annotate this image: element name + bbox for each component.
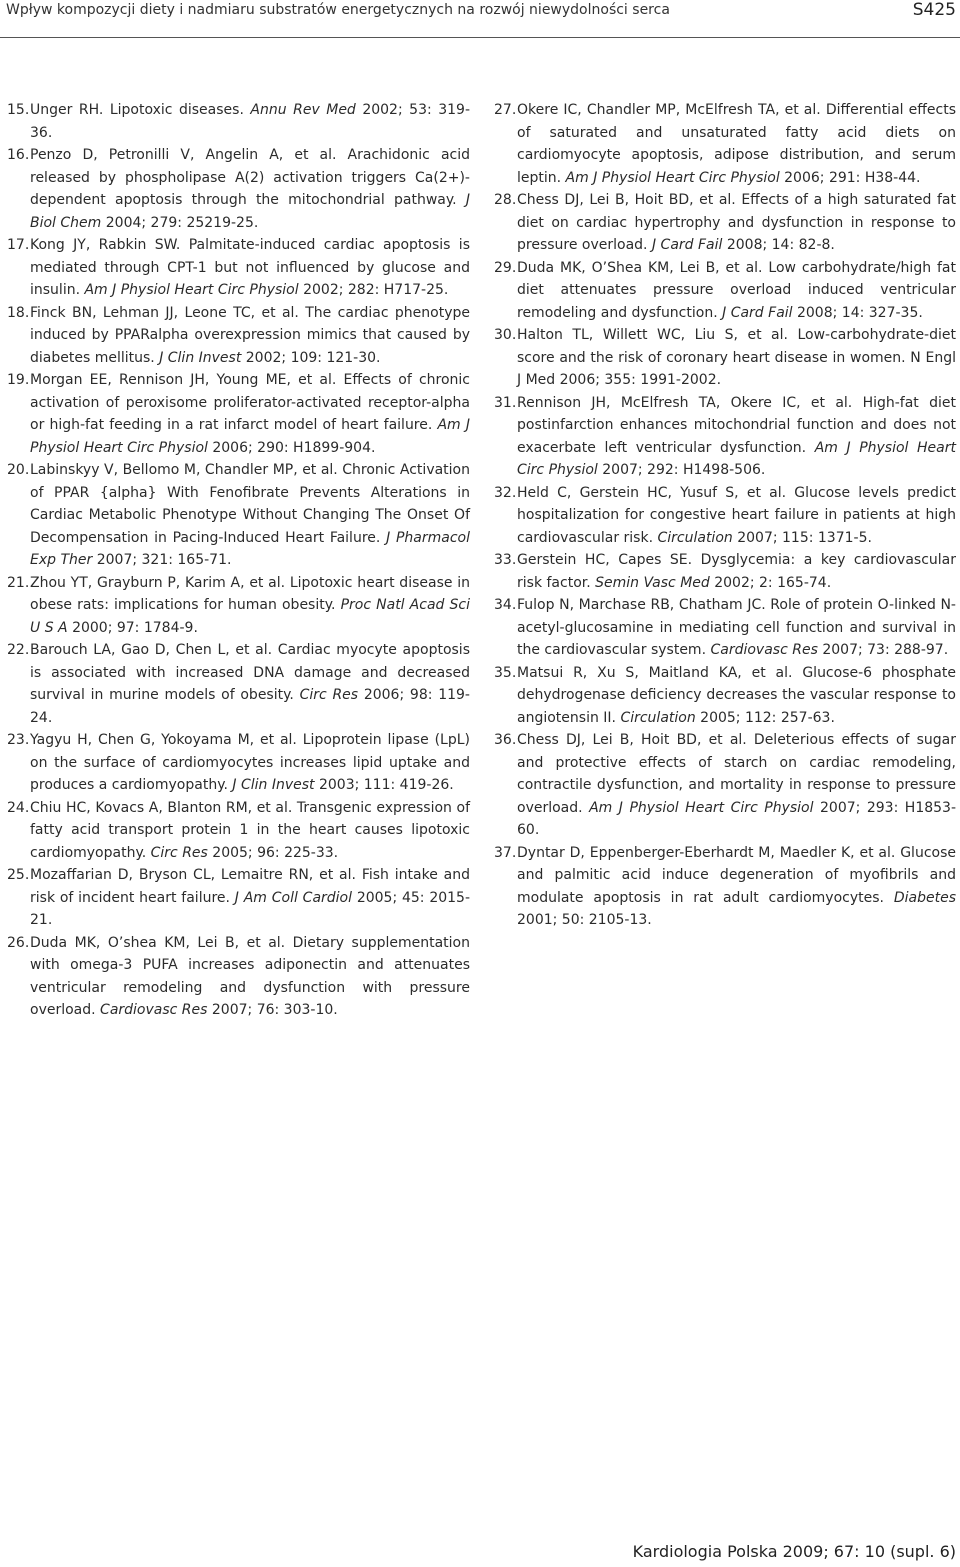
reference-item — [494, 392, 956, 482]
reference-text — [517, 732, 956, 838]
reference-text — [517, 597, 956, 658]
reference-authors-title: Labinskyy V, Bellomo M, Chandler MP, et al. Chronic Activation of PPAR {alpha} With Fenofibrate Prevents Alterations in Cardiac Metabolic Phenotype Without Changing The Onset Of Decompensation in Pacing-Induced Heart Failure. — [30, 462, 470, 546]
reference-journal: J Card Fail — [651, 237, 723, 253]
reference-number: 28. — [494, 192, 517, 208]
reference-volume-pages: 2005; 45: 2015-21. — [30, 889, 470, 928]
reference-number: 23. — [7, 732, 30, 748]
reference-authors-title: Chess DJ, Lei B, Hoit BD, et al. Deleterious effects of sugar and protective effects of starch on cardiac remodeling, contractile dysfunction, and mortality in response to pressure overload. — [517, 732, 956, 816]
reference-item — [7, 729, 470, 797]
reference-volume-pages: 2002; 53: 319-36. — [30, 102, 470, 141]
reference-item — [494, 842, 956, 932]
reference-volume-pages: 2006; 291: H38-44. — [779, 169, 921, 186]
reference-number: 30. — [494, 327, 517, 343]
reference-journal: Diabetes — [893, 889, 956, 906]
reference-authors-title: Yagyu H, Chen G, Yokoyama M, et al. Lipoprotein lipase (LpL) on the surface of cardiomyocytes increases lipid uptake and produces a cardiomyopathy. — [30, 732, 470, 793]
reference-text — [517, 395, 956, 479]
reference-text — [30, 867, 470, 928]
reference-item — [7, 369, 470, 459]
reference-text — [30, 935, 470, 1019]
page-number: S425 — [912, 0, 956, 20]
reference-item — [7, 639, 470, 729]
reference-item — [7, 572, 470, 640]
reference-number: 27. — [494, 102, 517, 118]
reference-number: 15. — [7, 102, 30, 118]
reference-item — [7, 99, 470, 144]
reference-item — [494, 482, 956, 550]
reference-journal: Cardiovasc Res — [710, 642, 818, 658]
reference-item — [7, 864, 470, 932]
reference-journal: Am J Physiol Heart Circ Physiol — [565, 169, 780, 186]
journal-citation-footer: Kardiologia Polska 2009; 67: 10 (supl. 6) — [632, 1542, 956, 1561]
reference-volume-pages: 2005; 112: 257-63. — [695, 709, 835, 726]
reference-authors-title: Okere IC, Chandler MP, McElfresh TA, et al. Differential effects of saturated and unsaturated fatty acid diets on cardiomyocyte apoptosis, adipose distribution, and serum leptin. — [517, 102, 956, 186]
reference-text — [517, 552, 956, 591]
reference-volume-pages: 2000; 97: 1784-9. — [67, 619, 198, 636]
reference-authors-title: Penzo D, Petronilli V, Angelin A, et al. Arachidonic acid released by phospholipase A(2) activation triggers Ca(2+)-dependent apoptosis through the mitochondrial pathway. — [30, 147, 470, 208]
reference-number: 22. — [7, 642, 30, 658]
reference-journal: J Pharmacol Exp Ther — [30, 529, 470, 568]
reference-authors-title: Zhou YT, Grayburn P, Karim A, et al. Lipotoxic heart disease in obese rats: implications for human obesity. — [30, 574, 470, 613]
reference-text — [30, 732, 470, 793]
reference-item — [494, 549, 956, 594]
reference-text — [30, 102, 470, 141]
reference-journal: Cardiovasc Res — [100, 1002, 208, 1018]
reference-volume-pages: 2007; 321: 165-71. — [92, 552, 232, 568]
reference-number: 25. — [7, 867, 30, 883]
reference-text — [517, 485, 956, 546]
reference-text — [30, 575, 470, 636]
reference-journal: Circulation — [620, 709, 696, 726]
reference-authors-title: Finck BN, Lehman JJ, Leone TC, et al. The cardiac phenotype induced by PPARalpha overexpression mimics that caused by diabetes mellitus. — [30, 304, 470, 366]
reference-item — [7, 459, 470, 572]
reference-authors-title: Mozaffarian D, Bryson CL, Lemaitre RN, et al. Fish intake and risk of incident heart failure. — [30, 867, 470, 906]
reference-authors-title: Duda MK, O’Shea KM, Lei B, et al. Low carbohydrate/high fat diet attenuates pressure overload induced ventricular remodeling and dysfunction. — [517, 259, 956, 321]
reference-journal: J Biol Chem — [30, 192, 470, 231]
reference-volume-pages: 2007; 73: 288-97. — [817, 642, 949, 658]
reference-journal: Semin Vasc Med — [595, 574, 710, 591]
reference-authors-title: Duda MK, O’shea KM, Lei B, et al. Dietary supplementation with omega-3 PUFA increases adiponectin and attenuates ventricular remodeling and dysfunction with pressure overload. — [30, 934, 470, 1018]
reference-volume-pages: 2002; 282: H717-25. — [298, 282, 449, 298]
reference-authors-title: Dyntar D, Eppenberger-Eberhardt M, Maedler K, et al. Glucose and palmitic acid induce degeneration of myofibrils and modulate apoptosis in rat adult cardiomyocytes. — [517, 844, 956, 906]
reference-text — [30, 800, 470, 861]
reference-item — [494, 662, 956, 730]
reference-item — [7, 302, 470, 370]
reference-authors-title: Chess DJ, Lei B, Hoit BD, et al. Effects of a high saturated fat diet on cardiac hypertrophy and dysfunction in response to pressure overload. — [517, 192, 956, 253]
reference-item — [494, 729, 956, 842]
reference-text — [517, 260, 956, 321]
reference-item — [7, 932, 470, 1022]
reference-journal: J Am Coll Cardiol — [234, 889, 353, 906]
reference-text — [517, 192, 956, 253]
reference-number: 20. — [7, 462, 30, 478]
reference-number: 33. — [494, 552, 517, 568]
reference-journal: Circ Res — [150, 844, 208, 861]
reference-volume-pages: 2007; 115: 1371-5. — [732, 529, 872, 546]
reference-volume-pages: 2008; 14: 82-8. — [722, 237, 835, 253]
reference-journal: Proc Natl Acad Sci U S A — [30, 597, 470, 636]
reference-text — [517, 665, 956, 726]
reference-journal: Circulation — [657, 529, 733, 546]
reference-item — [494, 99, 956, 189]
reference-number: 16. — [7, 147, 30, 163]
reference-journal: J Clin Invest — [159, 349, 242, 366]
reference-volume-pages: 2007; 76: 303-10. — [207, 1002, 338, 1018]
reference-item — [494, 189, 956, 257]
reference-text — [30, 462, 470, 568]
reference-number: 17. — [7, 237, 30, 253]
reference-authors-title: Halton TL, Willett WC, Liu S, et al. Low-carbohydrate-diet score and the risk of coronary heart disease in women. N Engl J Med 2006; 355: 1991-2002. — [517, 327, 956, 388]
reference-text — [517, 845, 956, 929]
reference-volume-pages: 2006; 290: H1899-904. — [207, 439, 376, 456]
reference-text — [30, 237, 470, 298]
reference-item — [494, 257, 956, 325]
reference-item — [494, 594, 956, 662]
reference-item — [7, 234, 470, 302]
reference-number: 34. — [494, 597, 517, 613]
reference-number: 18. — [7, 304, 30, 321]
reference-journal: Circ Res — [299, 687, 359, 703]
reference-authors-title: Gerstein HC, Capes SE. Dysglycemia: a key cardiovascular risk factor. — [517, 552, 956, 591]
reference-volume-pages: 2005; 96: 225-33. — [207, 844, 339, 861]
reference-volume-pages: 2008; 14: 327-35. — [792, 304, 923, 321]
reference-number: 36. — [494, 732, 517, 748]
reference-item — [7, 144, 470, 234]
reference-volume-pages: 2006; 98: 119-24. — [30, 687, 470, 726]
reference-volume-pages: 2003; 111: 419-26. — [314, 777, 454, 793]
reference-number: 19. — [7, 372, 30, 388]
reference-journal: J Card Fail — [722, 304, 793, 321]
reference-number: 37. — [494, 844, 517, 861]
reference-text — [30, 642, 470, 726]
references-left-column — [7, 99, 470, 1022]
reference-authors-title: Held C, Gerstein HC, Yusuf S, et al. Glucose levels predict hospitalization for congestive heart failure in patients at high cardiovascular risk. — [517, 484, 956, 546]
running-header — [0, 0, 960, 40]
reference-number: 32. — [494, 484, 517, 501]
reference-journal: Annu Rev Med — [250, 102, 356, 118]
reference-text — [30, 372, 470, 456]
reference-volume-pages: 2001; 50: 2105-13. — [517, 912, 652, 928]
header-divider — [0, 37, 960, 38]
reference-volume-pages: 2004; 279: 25219-25. — [101, 214, 259, 231]
reference-journal: Am J Physiol Heart Circ Physiol — [30, 417, 470, 456]
reference-journal: Am J Physiol Heart Circ Physiol — [84, 282, 299, 298]
reference-volume-pages: 2002; 109: 121-30. — [241, 349, 381, 366]
reference-journal: Am J Physiol Heart Circ Physiol — [589, 799, 814, 816]
reference-number: 24. — [7, 799, 30, 816]
reference-authors-title: Matsui R, Xu S, Maitland KA, et al. Glucose-6 phosphate dehydrogenase deficiency decreases the vascular response to angiotensin II. — [517, 664, 956, 726]
reference-authors-title: Chiu HC, Kovacs A, Blanton RM, et al. Transgenic expression of fatty acid transport protein 1 in the heart causes lipotoxic cardiomyopathy. — [30, 799, 470, 861]
reference-volume-pages: 2007; 293: H1853-60. — [517, 799, 957, 838]
reference-text — [30, 147, 470, 231]
reference-journal: Am J Physiol Heart Circ Physiol — [517, 439, 956, 478]
reference-text — [30, 305, 470, 366]
reference-authors-title: Morgan EE, Rennison JH, Young ME, et al. Effects of chronic activation of peroxisome proliferator-activated receptor-alpha or high-fat feeding in a rat infarct model of heart failure. — [30, 372, 470, 433]
reference-text — [517, 102, 956, 186]
reference-volume-pages: 2002; 2: 165-74. — [709, 574, 832, 591]
reference-number: 35. — [494, 664, 517, 681]
reference-journal: J Clin Invest — [232, 777, 315, 793]
references-right-column — [494, 99, 956, 932]
reference-number: 26. — [7, 934, 30, 951]
reference-authors-title: Unger RH. Lipotoxic diseases. — [30, 102, 251, 118]
reference-number: 21. — [7, 574, 30, 591]
reference-item — [494, 324, 956, 392]
reference-number: 29. — [494, 259, 517, 276]
reference-item — [7, 797, 470, 865]
reference-authors-title: Kong JY, Rabkin SW. Palmitate-induced cardiac apoptosis is mediated through CPT-1 but not influenced by glucose and insulin. — [30, 237, 470, 298]
reference-volume-pages: 2007; 292: H1498-506. — [597, 462, 766, 478]
reference-number: 31. — [494, 394, 517, 411]
reference-text — [517, 327, 956, 388]
reference-authors-title: Barouch LA, Gao D, Chen L, et al. Cardiac myocyte apoptosis is associated with increased DNA damage and decreased survival in murine models of obesity. — [30, 642, 470, 703]
running-title: Wpływ kompozycji diety i nadmiaru substratów energetycznych na rozwój niewydolności serca — [6, 2, 670, 18]
reference-authors-title: Fulop N, Marchase RB, Chatham JC. Role of protein O-linked N-acetyl-glucosamine in mediating cell function and survival in the cardiovascular system. — [517, 597, 956, 658]
reference-authors-title: Rennison JH, McElfresh TA, Okere IC, et al. High-fat diet postinfarction enhances mitochondrial function and does not exacerbate left ventricular dysfunction. — [517, 394, 956, 456]
